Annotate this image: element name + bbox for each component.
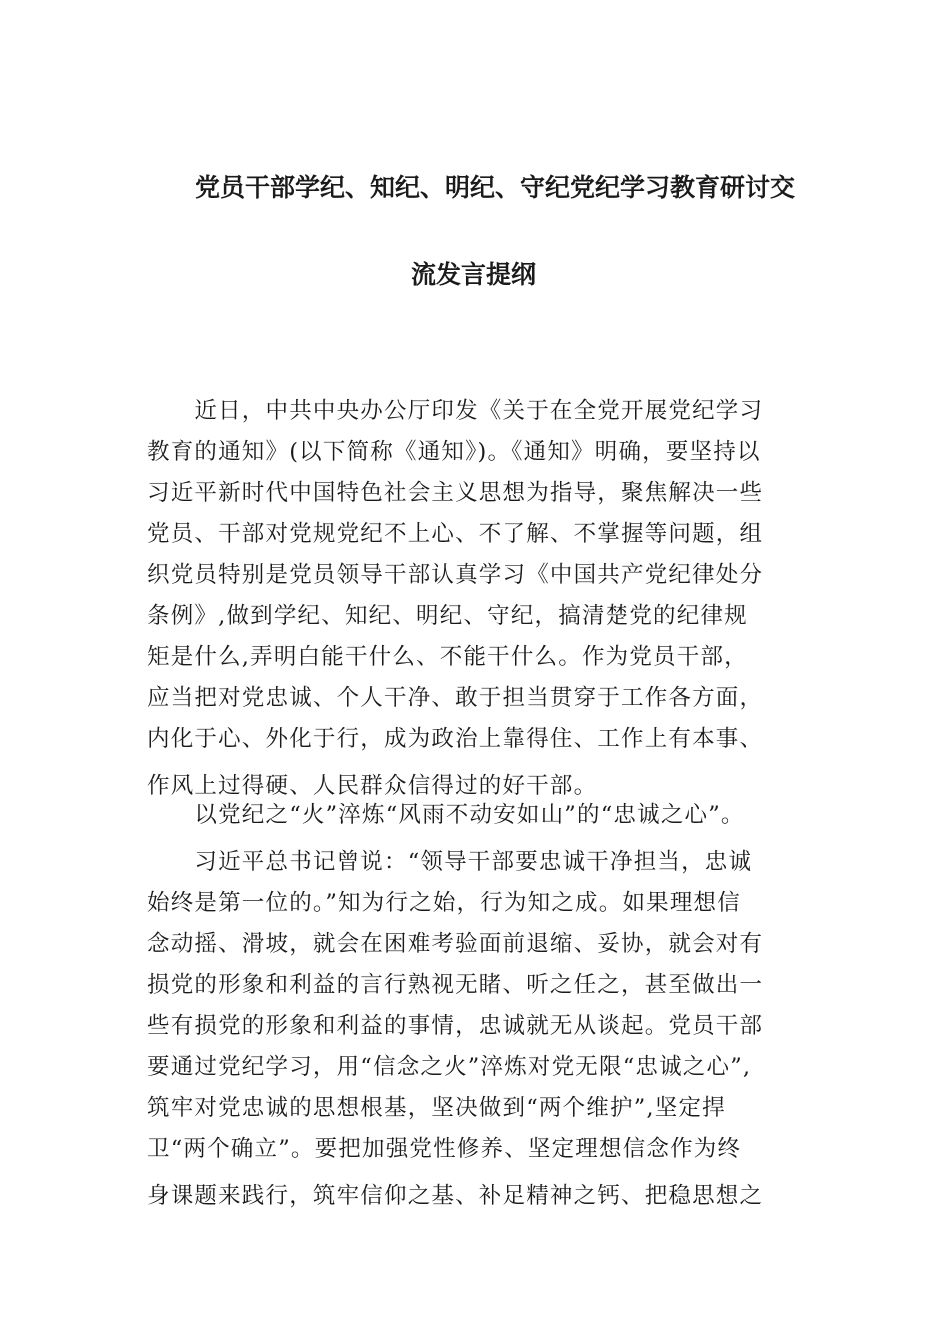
text-line: 以党纪之“火”淬炼“风雨不动安如山”的“忠诚之心”。 — [147, 802, 745, 828]
text-line: 些有损党的形象和利益的事情，忠诚就无从谈起。党员干部 — [147, 1013, 764, 1039]
text-line: 教育的通知》(以下简称《通知》)。《通知》明确，要坚持以 — [147, 439, 761, 465]
text-line: 条例》,做到学纪、知纪、明纪、守纪，搞清楚党的纪律规 — [147, 603, 748, 629]
text-line: 筑牢对党忠诚的思想根基，坚决做到“两个维护”,坚定捍 — [147, 1095, 726, 1121]
text-line: 织党员特别是党员领导干部认真学习《中国共产党纪律处分 — [147, 562, 764, 588]
text-line: 习近平总书记曾说：“领导干部要忠诚干净担当，忠诚 — [147, 849, 753, 875]
text-line: 始终是第一位的。”知为行之始，行为知之成。如果理想信 — [147, 890, 741, 916]
text-line: 矩是什么,弄明白能干什么、不能干什么。作为党员干部， — [147, 644, 748, 670]
paragraph-section-heading — [147, 795, 807, 836]
text-line: 党员、干部对党规党纪不上心、不了解、不掌握等问题，组 — [147, 521, 764, 547]
text-line: 念动摇、滑坡，就会在困难考验面前退缩、妥协，就会对有 — [147, 931, 764, 957]
text-line: 内化于心、外化于行，成为政治上靠得住、工作上有本事、 — [147, 726, 764, 752]
text-line: 应当把对党忠诚、个人干净、敢于担当贯穿于工作各方面， — [147, 685, 764, 711]
text-line: 身课题来践行，筑牢信仰之基、补足精神之钙、把稳思想之 — [147, 1183, 764, 1209]
text-line: 卫“两个确立”。要把加强党性修养、坚定理想信念作为终 — [147, 1136, 742, 1162]
document-title-line-2: 流发言提纲 — [411, 260, 537, 289]
text-line: 近日，中共中央办公厅印发《关于在全党开展党纪学习 — [147, 398, 764, 424]
document-title-line-1: 党员干部学纪、知纪、明纪、守纪党纪学习教育研讨交 — [195, 173, 796, 202]
text-line: 习近平新时代中国特色社会主义思想为指导，聚焦解决一些 — [147, 480, 764, 506]
text-line: 作风上过得硬、人民群众信得过的好干部。 — [147, 773, 598, 799]
text-line: 要通过党纪学习，用“信念之火”淬炼对党无限“忠诚之心”, — [147, 1054, 752, 1080]
paragraph-intro — [147, 391, 807, 807]
paragraph-body — [147, 842, 807, 1217]
text-line: 损党的形象和利益的言行熟视无睹、听之任之，甚至做出一 — [147, 972, 764, 998]
